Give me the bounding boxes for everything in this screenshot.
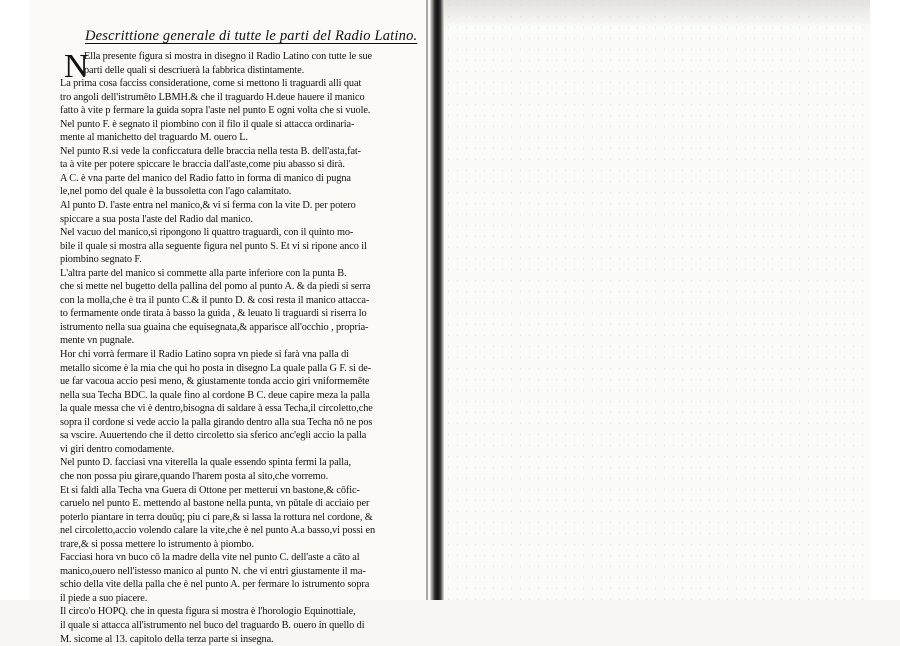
text-line: nella sua Techa BDC. la quale fino al cordone B C. deue capire meza la palla: [60, 389, 370, 401]
text-line: che si mette nel bugetto della pallina del pomo al punto A. & da piedi si serra: [60, 281, 371, 293]
text-line: bile il quale si mostra alla seguente figura nel punto S. Et vi si ripone anco il: [60, 240, 367, 252]
text-line: Hor chi vorrà fermare il Radio Latino sopra vn piede si farà vna palla di: [60, 349, 349, 361]
text-line: manico,ouero nell'istesso manico al punto N. che vi entri giustamente il ma-: [60, 565, 366, 577]
body-text: [60, 50, 426, 646]
page-top-shadow: [444, 0, 870, 28]
text-line: istrumento nella sua guaina che equisegnata,& apparisce all'occhio , propria-: [60, 321, 369, 333]
text-line: il piede a suo piacere.: [60, 592, 148, 604]
text-line: A C. è vna parte del manico del Radio fatto in forma di manico di pugna: [60, 172, 351, 184]
text-line: che non possa piu girare,quando l'harem posta al sito,che vorremo.: [60, 470, 329, 482]
text-line: sopra il cordone si vede accio la palla girando dentro alla sua Techa nō ne pos: [60, 416, 373, 428]
paper-speckle: [444, 0, 870, 600]
text-line: sa vscire. Auuertendo che il detto circoletto sia sferico anc'egli accio la palla: [60, 430, 367, 442]
text-line: la quale messa che vi è dentro,bisogna di saldare à essa Techa,il circoletto,che: [60, 403, 373, 415]
text-line: Il circo'o HOPQ. che in questa figura si mostra è l'horologio Equinottiale,: [60, 606, 356, 618]
text-line: mente al manichetto del traguardo M. ouero L.: [60, 132, 248, 144]
text-line: Nel punto F. è segnato il piombino con il filo il quale si attacca ordinaria-: [60, 118, 355, 130]
text-line: trare,& si possa mettere lo istrumento à piombo.: [60, 538, 254, 550]
text-line: Ella presente figura si mostra in disegno il Radio Latino con tutte le sue: [84, 51, 372, 62]
text-line: L'altra parte del manico si commette alla parte inferiore con la punta B.: [60, 267, 347, 279]
text-line: M. sicome al 13. capitolo della terza parte si insegna.: [60, 633, 274, 645]
scan-margin-left: [0, 0, 30, 600]
text-line: nel circoletto,accio volendo calare la vite,che è nel punto A.a basso,vi possi en: [60, 525, 375, 537]
scan-margin-right: [870, 0, 900, 600]
text-line: tro angoli dell'istrumēto LBMH.& che il traguardo H.deue hauere il manico: [60, 91, 365, 103]
text-line: schio della vite della palla che è nel punto A. per fermare lo istrumento sopra: [60, 579, 370, 591]
text-line: ue far vacoua accio pesi meno, & giustamente tonda accio giri vniformemēte: [60, 376, 370, 388]
drop-cap: N: [64, 48, 89, 85]
text-line: metallo sicome è la mia che qui ho posta in disegno La quale palla G F. si de-: [60, 362, 372, 374]
text-line: parti delle quali si descriuerà la fabbrica distintamente.: [84, 64, 305, 76]
text-line: con la molla,che è tra il punto C.& il punto D. & così resta il manico attacca-: [60, 294, 370, 306]
text-line: Facciasi hora vn buco cō la madre della vite nel punto C. dell'aste a cāto al: [60, 552, 360, 564]
text-line: ta à vite per potere spiccare le braccia dall'aste,come piu abasso si dirà.: [60, 159, 345, 171]
book-gutter: [430, 0, 444, 600]
text-line: La prima cosa facciss consideratione, come si mettono li traguardi alli quat: [60, 78, 362, 90]
text-line: poterlo piantare in terra douūq; piu ci pare,& si lassa la rottura nel cordone, &: [60, 511, 373, 523]
text-line: piombino segnato F.: [60, 254, 142, 266]
text-line: spiccare a sua posta l'aste del Radio dal manico.: [60, 213, 253, 225]
text-line: vi giri dentro comodamente.: [60, 443, 174, 455]
text-line: caruelo nel punto E. mettendo al bastone nella punta, vn pūtale di acciaio per: [60, 498, 370, 510]
page-title: Descrittione generale di tutte le parti del Radio Latino.: [85, 28, 418, 44]
text-line: fatto à vite p fermare la guida sopra l'aste nel punto E ogni volta che si vuole.: [60, 105, 371, 117]
gutter-line: [426, 0, 428, 600]
text-line: Al punto D. l'aste entra nel manico,& vi si ferma con la vite D. per potero: [60, 200, 356, 212]
text-line: Et si faldi alla Techa vna Guera di Ottone per metterui vn bastone,& cōfic-: [60, 484, 360, 496]
text-line: Nel punto R.si vede la conficcatura delle braccia nella testa B. dell'asta,fat-: [60, 145, 362, 157]
text-line: il quale si attacca all'istrumento nel buco del traguardo B. ouero in quello di: [60, 619, 365, 631]
text-line: le,nel pomo del quale è la bussoletta con l'ago calamitato.: [60, 186, 292, 198]
text-line: to fermamente onde tirata à basso la guida , & leuato li traguardi si riserra lo: [60, 308, 367, 320]
text-line: Nel vacuo del manico,si ripongono li quattro traguardi, con il quinto mo-: [60, 227, 354, 239]
text-line: Nel punto D. facciasi vna viterella la quale essendo spinta fermi la palla,: [60, 457, 351, 469]
text-line: mente vn pugnale.: [60, 335, 135, 347]
